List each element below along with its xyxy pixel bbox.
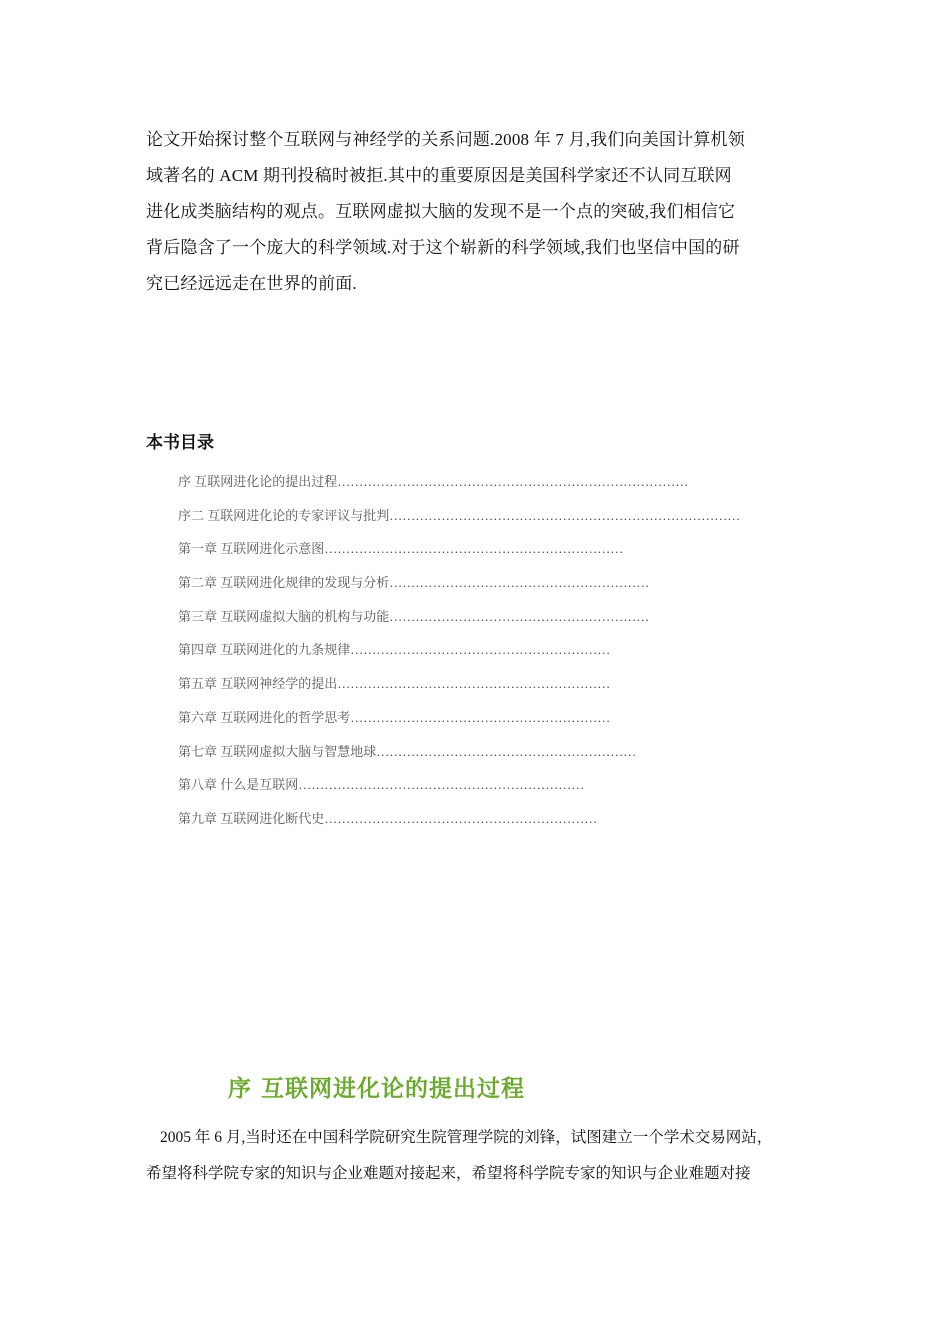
toc-entry-preface-2[interactable] <box>178 506 818 540</box>
toc-dot-leader: ……………………………………………………………………… <box>389 507 741 523</box>
toc-entry-label: 第六章 互联网进化的哲学思考 <box>178 709 351 725</box>
toc-dot-leader: …………………………………………………… <box>350 709 611 725</box>
intro-line-4: 背后隐含了一个庞大的科学领域.对于这个崭新的科学领域,我们也坚信中国的研 <box>146 238 740 257</box>
toc-entry-preface[interactable] <box>178 472 818 506</box>
toc-entry-chapter-8[interactable] <box>178 775 818 809</box>
intro-line-3: 进化成类脑结构的观点。互联网虚拟大脑的发现不是一个点的突破,我们相信它 <box>146 202 736 221</box>
section-title: 序 互联网进化论的提出过程 <box>228 1076 526 1102</box>
section-body-line-1: 2005 年 6 月,当时还在中国科学院研究生院管理学院的刘锋，试图建立一个学术交易网站， <box>160 1129 773 1146</box>
toc-entry-label: 第四章 互联网进化的九条规律 <box>178 642 351 658</box>
toc-entry-chapter-7[interactable] <box>178 742 818 776</box>
toc-entry-label: 序二 互联网进化论的专家评议与批判 <box>178 507 390 523</box>
toc-entry-chapter-5[interactable] <box>178 674 818 708</box>
toc-entry-label: 第七章 互联网虚拟大脑与智慧地球 <box>178 743 377 759</box>
toc-entry-label: 第一章 互联网进化示意图 <box>178 541 325 557</box>
toc-entry-chapter-2[interactable] <box>178 573 818 607</box>
intro-line-2: 域著名的 ACM 期刊投稿时被拒.其中的重要原因是美国科学家还不认同互联网 <box>146 166 732 185</box>
toc-dot-leader: …………………………………………………… <box>376 743 637 759</box>
toc-dot-leader: …………………………………………………………… <box>324 541 624 557</box>
intro-line-5: 究已经远远走在世界的前面. <box>146 274 357 293</box>
section-body-line-2: 希望将科学院专家的知识与企业难题对接起来，希望将科学院专家的知识与企业难题对接 <box>146 1165 751 1182</box>
toc-dot-leader: ………………………………………………………… <box>298 777 585 793</box>
toc-heading: 本书目录 <box>146 433 214 453</box>
toc-entry-label: 序 互联网进化论的提出过程 <box>178 474 338 489</box>
toc-dot-leader: …………………………………………………… <box>389 608 650 624</box>
toc-entry-chapter-4[interactable] <box>178 640 818 674</box>
toc-entry-chapter-1[interactable] <box>178 539 818 573</box>
toc-entry-label: 第九章 互联网进化断代史 <box>178 810 325 826</box>
toc-entry-label: 第二章 互联网进化规律的发现与分析 <box>178 575 390 591</box>
toc-entry-label: 第五章 互联网神经学的提出 <box>178 676 338 692</box>
section-body <box>146 1120 826 1192</box>
toc-entry-chapter-9[interactable] <box>178 809 818 843</box>
toc-entry-label: 第三章 互联网虚拟大脑的机构与功能 <box>178 608 390 624</box>
toc-dot-leader: ……………………………………………………… <box>324 810 598 826</box>
table-of-contents <box>178 472 818 843</box>
toc-dot-leader: …………………………………………………… <box>350 642 611 658</box>
toc-entry-chapter-6[interactable] <box>178 708 818 742</box>
toc-dot-leader: …………………………………………………… <box>389 575 650 591</box>
intro-paragraph <box>146 122 826 302</box>
toc-dot-leader: ……………………………………………………… <box>337 676 611 692</box>
toc-entry-chapter-3[interactable] <box>178 607 818 641</box>
toc-dot-leader: ……………………………………………………………………… <box>337 474 689 489</box>
intro-line-1: 论文开始探讨整个互联网与神经学的关系问题.2008 年 7 月,我们向美国计算机领 <box>146 130 745 149</box>
toc-entry-label: 第八章 什么是互联网 <box>178 777 299 793</box>
